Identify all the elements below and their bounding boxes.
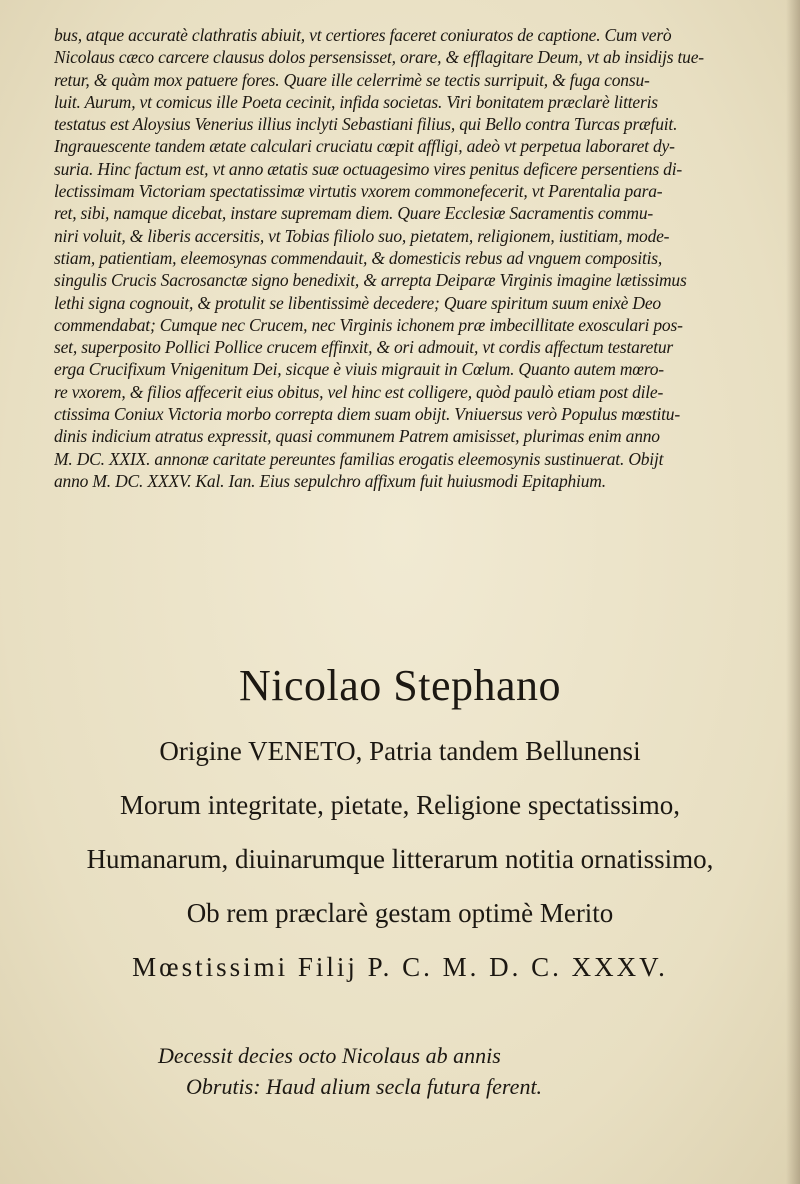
epitaph-line: Mœstissimi Filij P. C. M. D. C. XXXV.: [132, 952, 668, 982]
closing-verse: [158, 1040, 698, 1102]
text-line: Nicolaus cæco carcere clausus dolos persensisset, orare, & efflagitare Deum, vt ab insidijs tue-: [54, 47, 704, 68]
text-line: set, superposito Pollici Pollice crucem effinxit, & ori admouit, vt cordis affectum testaretur: [54, 337, 674, 358]
text-line: suria. Hinc factum est, vt anno ætatis suæ octuagesimo vires penitus deficere persentiens di-: [54, 158, 683, 179]
text-line: testatus est Aloysius Venerius illius inclyti Sebastiani filius, qui Bello contra Turcas præfuit.: [54, 114, 678, 135]
epitaph-title: Nicolao Stephano: [238, 661, 562, 710]
text-line: luit. Aurum, vt comicus ille Poeta cecinit, infida societas. Viri bonitatem præclarè litteris: [54, 91, 658, 112]
epitaph-block: [0, 658, 800, 994]
text-line: dinis indicium atratus expressit, quasi communem Patrem amisisset, plurimas enim anno: [54, 426, 660, 447]
text-line: ret, sibi, namque dicebat, instare supremam diem. Quare Ecclesiæ Sacramentis commu-: [54, 203, 654, 224]
text-line: lethi signa cognouit, & protulit se libentissimè decedere; Quare spiritum suum enixè Deo: [54, 292, 661, 313]
text-line: lectissimam Victoriam spectatissimæ virtutis vxorem commonefecerit, vt Parentalia para-: [54, 181, 663, 202]
text-line: Ingrauescente tandem ætate calculari cruciatu cœpit affligi, adeò vt perpetua laboraret dy-: [54, 136, 675, 157]
text-line: ctissima Coniux Victoria morbo correpta diem suam obijt. Vniuersus verò Populus mœstitu-: [54, 404, 680, 425]
text-line: singulis Crucis Sacrosanctæ signo benedixit, & arrepta Deiparæ Virginis imagine lætissimus: [54, 270, 687, 291]
text-line: erga Crucifixum Vnigenitum Dei, sicque è viuis migrauit in Cœlum. Quanto autem mœro-: [54, 359, 664, 380]
text-line: stiam, patientiam, eleemosynas commendauit, & domesticis rebus ad vnguem compositis,: [54, 247, 663, 268]
text-line: bus, atque accuratè clathratis abiuit, vt certiores faceret coniuratos de captione. Cum verò: [54, 25, 672, 45]
epitaph-line: Morum integritate, pietate, Religione spectatissimo,: [119, 790, 681, 820]
text-line: niri voluit, & liberis accersitis, vt Tobias filiolo suo, pietatem, religionem, iustitiam, mode-: [54, 225, 670, 246]
text-line: re vxorem, & filios affecerit eius obitus, vel hinc est colligere, quòd paulò etiam post dile-: [54, 381, 664, 402]
text-line: commendabat; Cumque nec Crucem, nec Virginis ichonem præ imbecillitate exosculari pos-: [54, 314, 683, 335]
page-edge-shadow: [786, 0, 800, 1184]
epitaph-line: Ob rem præclarè gestam optimè Merito: [186, 898, 614, 928]
body-text: [54, 24, 784, 492]
epitaph-line: Origine VENETO, Patria tandem Bellunensi: [159, 736, 641, 766]
verse-line: Decessit decies octo Nicolaus ab annis: [158, 1043, 501, 1068]
text-line: retur, & quàm mox patuere fores. Quare ille celerrimè se tectis surripuit, & fuga consu-: [54, 69, 650, 90]
text-line: M. DC. XXIX. annonæ caritate pereuntes familias erogatis eleemosynis sustinuerat. Obijt: [54, 448, 664, 469]
epitaph-line: Humanarum, diuinarumque litterarum notitia ornatissimo,: [86, 844, 714, 874]
text-line: anno M. DC. XXXV. Kal. Ian. Eius sepulchro affixum fuit huiusmodi Epitaphium.: [54, 470, 606, 491]
verse-line: Obrutis: Haud alium secla futura ferent.: [186, 1074, 543, 1099]
